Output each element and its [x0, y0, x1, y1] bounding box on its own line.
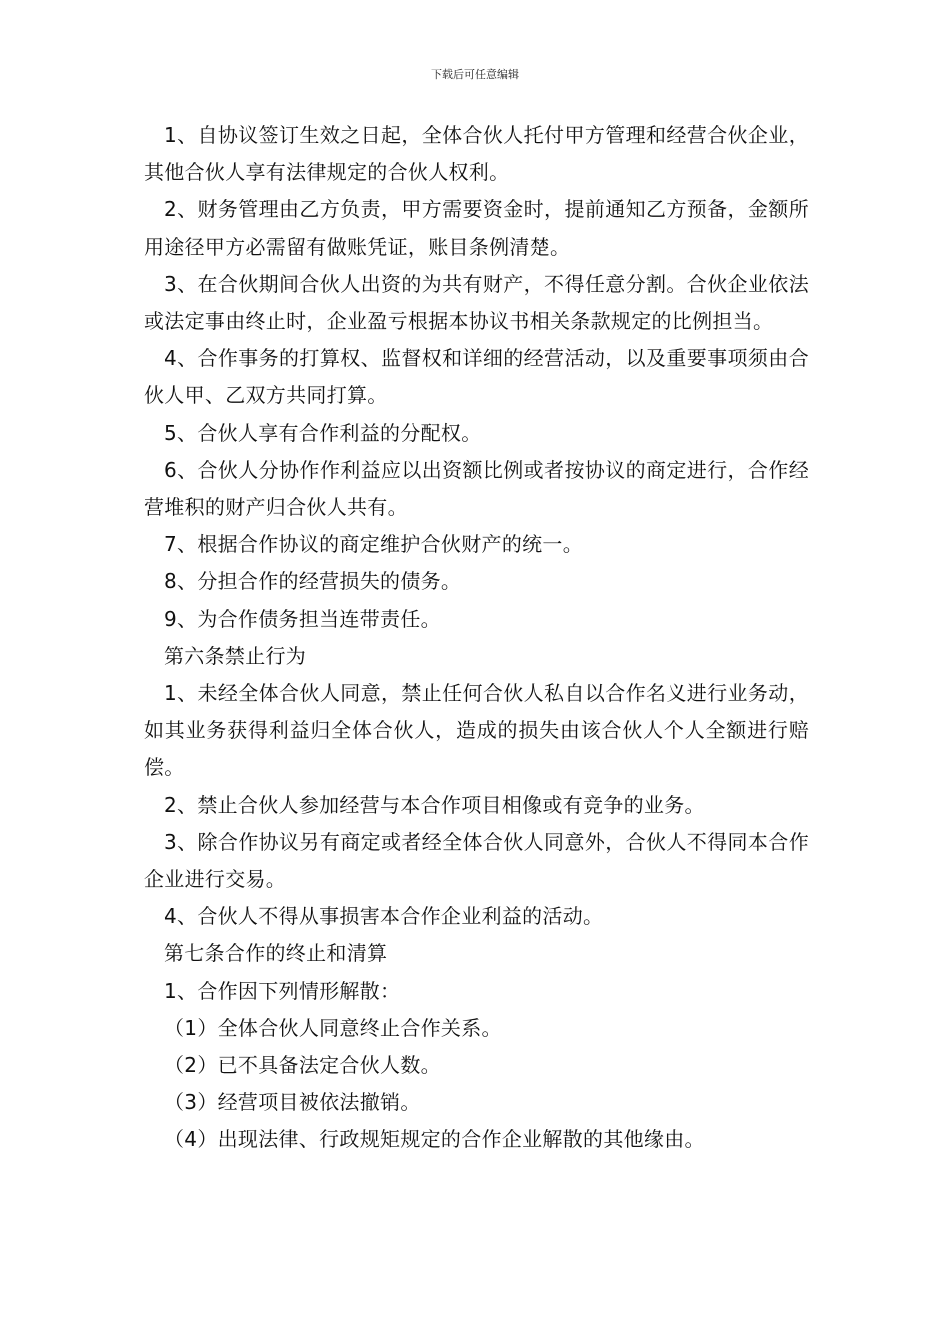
paragraph: 4、合伙人不得从事损害本合作企业利益的活动。	[164, 904, 604, 929]
paragraph: 2、禁止合伙人参加经营与本合作项目相像或有竞争的业务。	[164, 792, 705, 817]
page-header: 下载后可任意编辑	[431, 68, 519, 81]
paragraph: 6、合伙人分协作作利益应以出资额比例或者按协议的商定进行，合作经营堆积的财产归合伙人共有。	[144, 457, 809, 520]
list-item: （4）出现法律、行政规矩规定的合作企业解散的其他缘由。	[164, 1127, 705, 1152]
paragraph: 5、合伙人享有合作利益的分配权。	[164, 420, 482, 445]
paragraph: 8、分担合作的经营损失的债务。	[164, 569, 462, 594]
paragraph: 1、未经全体合伙人同意，禁止任何合伙人私自以合作名义进行业务动，如其业务获得利益归全体合伙人，造成的损失由该合伙人个人全额进行赔偿。	[144, 681, 809, 780]
paragraph: 1、自协议签订生效之日起，全体合伙人托付甲方管理和经营合伙企业，其他合伙人享有法律规定的合伙人权利。	[144, 123, 809, 185]
paragraph: 1、合作因下列情形解散：	[164, 978, 401, 1003]
paragraph: 3、在合伙期间合伙人出资的为共有财产，不得任意分割。合伙企业依法或法定事由终止时，企业盈亏根据本协议书相关条款规定的比例担当。	[144, 271, 809, 334]
paragraph: 4、合作事务的打算权、监督权和详细的经营活动，以及重要事项须由合伙人甲、乙双方共同打算。	[144, 346, 809, 408]
list-item: （1）全体合伙人同意终止合作关系。	[164, 1015, 502, 1040]
document-body	[144, 117, 809, 1159]
paragraph: 9、为合作债务担当连带责任。	[164, 606, 441, 631]
paragraph: 7、根据合作协议的商定维护合伙财产的统一。	[164, 532, 584, 557]
list-item: （2）已不具备法定合伙人数。	[164, 1053, 441, 1078]
section-heading: 第六条禁止行为	[164, 643, 307, 668]
list-item: （3）经营项目被依法撤销。	[164, 1090, 421, 1115]
paragraph: 2、财务管理由乙方负责，甲方需要资金时，提前通知乙方预备，金额所用途径甲方必需留有做账凭证，账目条例清楚。	[144, 197, 809, 259]
paragraph: 3、除合作协议另有商定或者经全体合伙人同意外，合伙人不得同本合作企业进行交易。	[144, 829, 809, 892]
section-heading: 第七条合作的终止和清算	[164, 941, 388, 966]
